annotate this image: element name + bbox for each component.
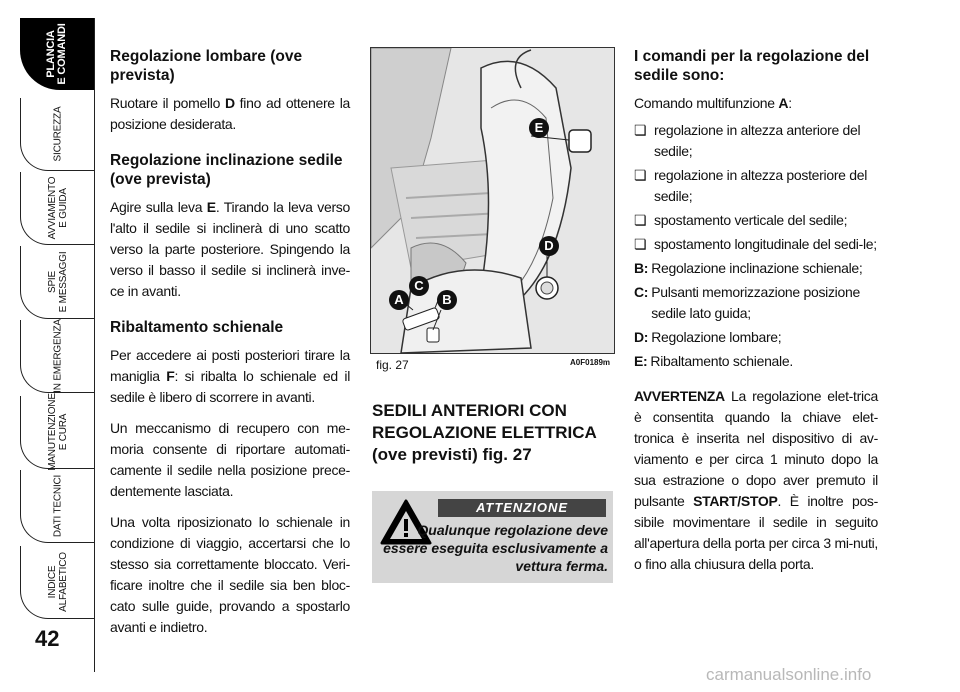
callout-d: D <box>539 236 559 256</box>
callout-a: A <box>389 290 409 310</box>
sidebar-tab-label: SICUREZZA <box>52 106 64 162</box>
para-lumbar: Ruotare il pomello D fino ad ottenere la posizione desiderata. <box>110 95 350 132</box>
page-number: 42 <box>35 626 60 651</box>
list-item: ❏ spostamento longitudinale del sedi-le; <box>634 234 878 255</box>
column-right <box>634 47 878 585</box>
heading-backrest: Ribaltamento schienale <box>110 319 284 336</box>
para-check: Una volta riposizionato lo schienale in condizione di viaggio, accertarsi che lo stesso sia correttamente bloccato. Veri-ficare inoltre che il sedile sia ben bloc-cato sulle guide, provando a spostarlo avanti e indietro. <box>110 514 350 635</box>
figure-caption: fig. 27 <box>376 358 409 372</box>
heading-controls: I comandi per la regolazione del sedile sono: <box>634 48 870 84</box>
list-item: ❏ spostamento verticale del sedile; <box>634 210 878 231</box>
sidebar-tab-label: DATI TECNICI <box>52 474 64 538</box>
sidebar-tab-label: AVVIAMENTO E GUIDA <box>47 176 69 240</box>
para-memory: Un meccanismo di recupero con me-moria consente di riportare automati-camente il sedile nella posizione prece-dentemente lasciata. <box>110 420 350 499</box>
sidebar-tab-label: PLANCIA E COMANDI <box>45 23 68 85</box>
definition-list <box>634 258 878 372</box>
para-tilt: Agire sulla leva E. Tirando la leva verso l'alto il sedile si inclinerà di uno scatto verso la parte posteriore. Spingendo la verso il basso il sedile si inclinerà inve-ce in avanti. <box>110 199 350 299</box>
para-avvertenza: AVVERTENZA La regolazione elet-trica è consentita quando la chiave elet-tronica è inserita nel dispositivo di av-viamento e per circa 1 minuto dopo la sua estrazione o dopo aver premuto il pulsante START/STOP. È inoltre pos-sibile movimentare il sedile in seguito all'apertura della porta per circa 3 mi-nuti, o fino alla chiusura della porta. <box>634 388 878 572</box>
sidebar-tab-label: MANUTENZIONE E CURA <box>47 393 69 471</box>
seat-illustration <box>371 48 614 353</box>
callout-e: E <box>529 118 549 138</box>
sidebar-tab-0[interactable] <box>20 18 94 90</box>
checkbox-bullet-icon: ❏ <box>634 122 647 138</box>
list-item: ❏ regolazione in altezza posteriore del sedile; <box>634 165 878 207</box>
sidebar-tab-6[interactable] <box>20 470 95 543</box>
heading-lumbar: Regolazione lombare (ove prevista) <box>110 48 303 84</box>
sidebar-tab-3[interactable] <box>20 246 95 319</box>
checkbox-bullet-icon: ❏ <box>634 236 647 252</box>
seat-figure <box>370 47 615 354</box>
para-multifunction: Comando multifunzione A: <box>634 95 792 111</box>
definition-item: C: Pulsanti memorizzazione posizione sedile lato guida; <box>634 284 860 321</box>
bullet-list <box>634 120 878 255</box>
checkbox-bullet-icon: ❏ <box>634 212 647 228</box>
figure-code: A0F0189m <box>570 358 611 367</box>
column-left <box>110 47 350 648</box>
checkbox-bullet-icon: ❏ <box>634 167 647 183</box>
sidebar-tab-1[interactable] <box>20 98 95 171</box>
sidebar-tab-7[interactable] <box>20 546 95 619</box>
callout-b: B <box>437 290 457 310</box>
avvertenza-label: AVVERTENZA <box>634 388 725 404</box>
warning-text: Qualunque regolazione deve essere eseguita esclusivamente a vettura ferma. <box>383 522 608 574</box>
callout-c: C <box>409 276 429 296</box>
section-heading-electric-seats: SEDILI ANTERIORI CON REGOLAZIONE ELETTRICA (ove previsti) fig. 27 <box>372 401 597 464</box>
sidebar-tab-label: IN EMERGENZA <box>52 319 64 393</box>
definition-item: E: Ribaltamento schienale. <box>634 353 793 369</box>
sidebar-tab-5[interactable] <box>20 393 95 471</box>
para-backrest: Per accedere ai posti posteriori tirare la maniglia F: si ribalta lo schienale ed il sedile è libero di scorrere in avanti. <box>110 347 351 405</box>
sidebar-tab-label: INDICE ALFABETICO <box>47 552 69 612</box>
sidebar-tab-4[interactable] <box>20 320 95 393</box>
watermark: carmanualsonline.info <box>706 665 872 684</box>
sidebar-tab-2[interactable] <box>20 172 95 245</box>
list-item: ❏ regolazione in altezza anteriore del sedile; <box>634 120 878 162</box>
heading-tilt: Regolazione inclinazione sedile (ove prevista) <box>110 152 343 188</box>
warning-title: ATTENZIONE <box>438 499 606 517</box>
warning-box <box>372 491 613 583</box>
sidebar-nav <box>0 0 97 692</box>
definition-item: D: Regolazione lombare; <box>634 329 782 345</box>
definition-item: B: Regolazione inclinazione schienale; <box>634 260 863 276</box>
sidebar-tab-label: SPIE E MESSAGGI <box>47 251 69 313</box>
